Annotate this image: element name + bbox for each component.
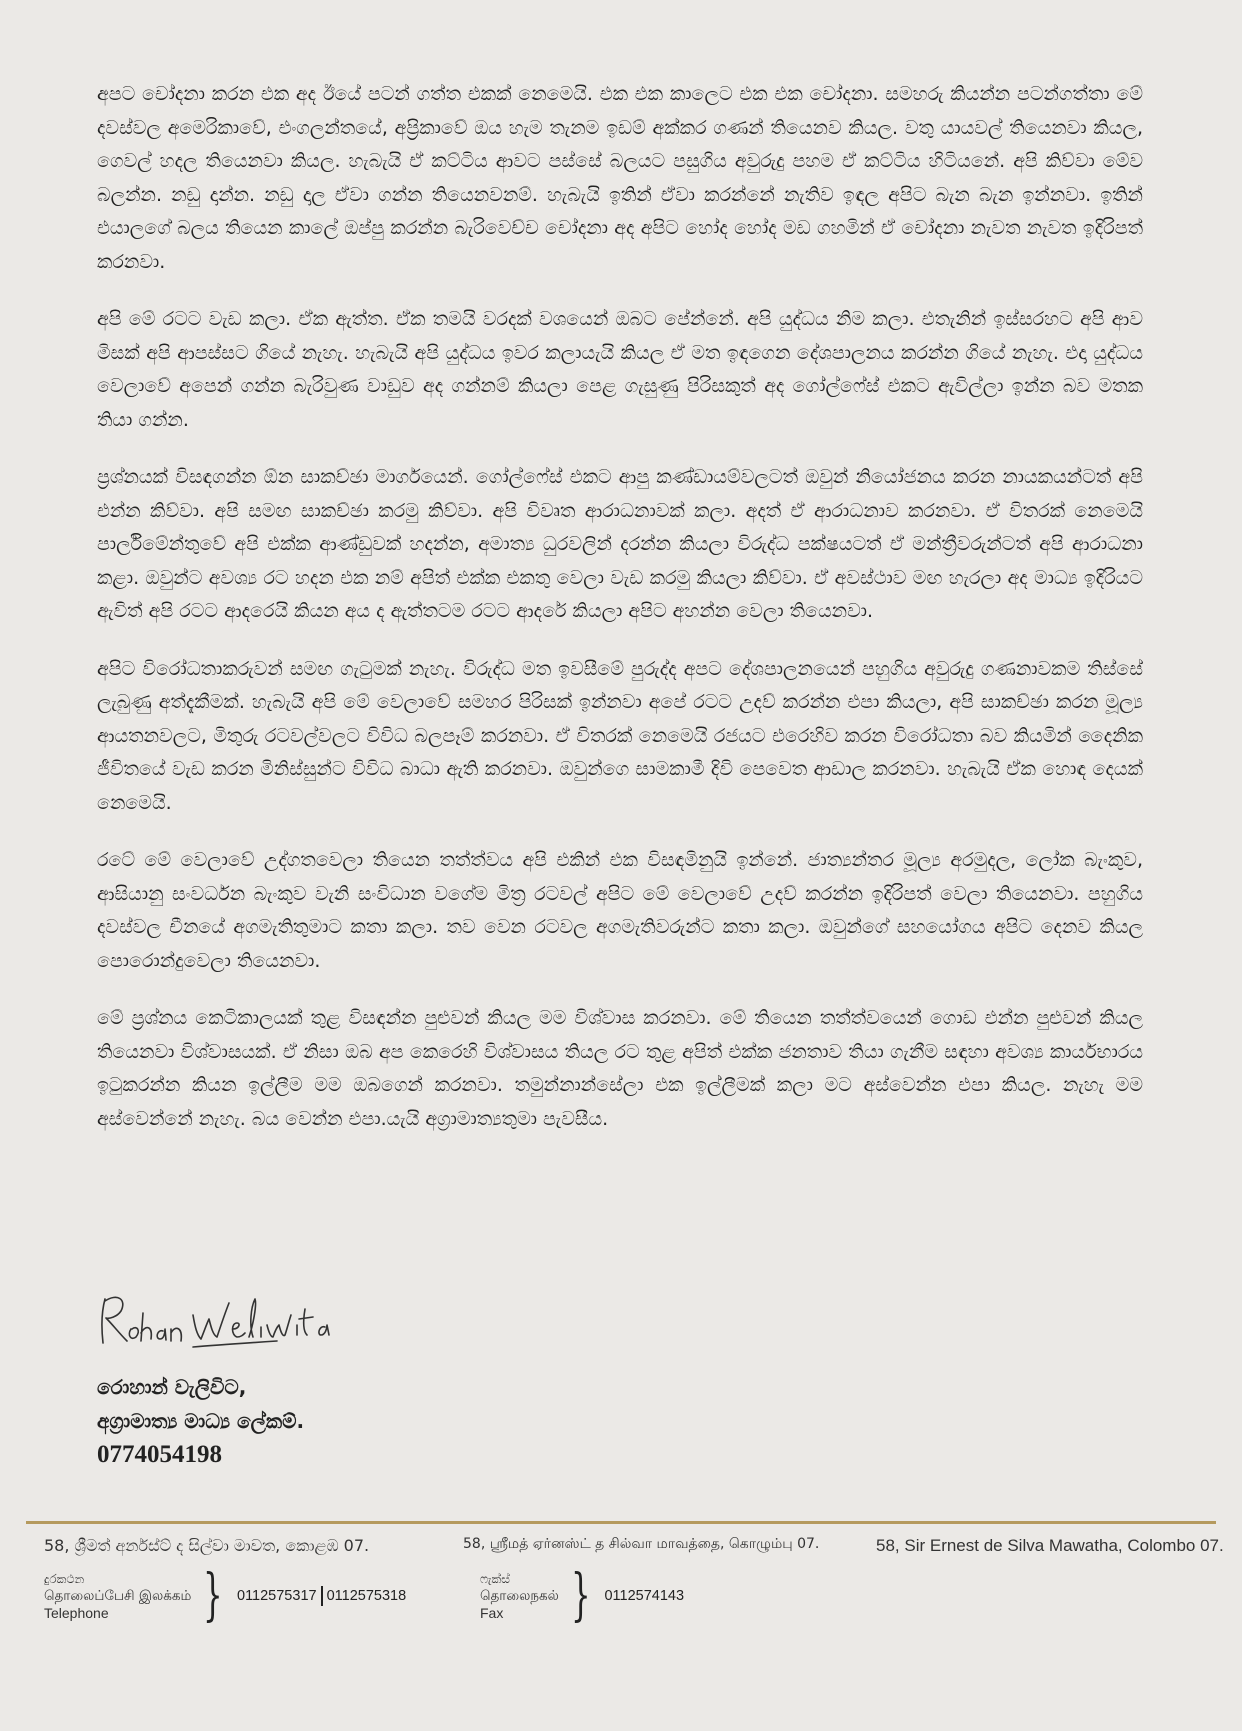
letterhead-footer bbox=[0, 1530, 1242, 1630]
paragraph: අපට චෝදනා කරන එක අද ඊයේ පටන් ගත්ත එකක් නෙමෙයි. එක එක කාලෙට එක එක චෝදනා. සමහරු කියන්න පටන්ගත්තා මේ දවස්වල අමෙරිකාවේ, එංගලන්තයේ, අප්‍රිකාවේ ඔය හැම තැනම ඉඩම් අක්කර ගණන් තියෙනව කියල. වතු යායවල් තියෙනවා කියල, ගෙවල් හදල තියෙනවා කියල. හැබැයි ඒ කට්ටිය ආවට පස්සේ බලයට පසුගිය අවුරුදු පහම ඒ කට්ටිය හිටියනේ. අපි කිව්වා මේව බලන්න. නඩු දාන්න. නඩු දාල ඒවා ගන්න තියෙනවනම්. හැබැයි ඉතින් ඒවා කරන්නේ නැතිව ඉඳල අපිට බැන බැන ඉන්නවා. ඉතින් එයාලගේ බලය තියෙන කාලේ ඔප්පු කරන්න බැරිවෙච්ච චෝදනා අද අපිට හෝද හෝද මඩ ගහමින් ඒ චෝදනා නැවත නැවත ඉදිරිපත් කරනවා. bbox=[97, 83, 1143, 273]
number-separator bbox=[321, 1586, 323, 1606]
fax-label-sinhala: ෆැක්ස් bbox=[480, 1571, 510, 1586]
paragraph: රටේ මේ වෙලාවේ උද්ගතවෙලා තියෙන තත්ත්වය අපි එකින් එක විසඳමිනුයි ඉන්නේ. ජාත්‍යන්තර මූල්‍ය අරමුදල, ලෝක බැංකුව, ආසියානු සංවර්ධන බැංකුව වැනි සංවිධාන වගේම මිත්‍ර රටවල් අපිට මේ වෙලාවේ උදව් කරන්න ඉදිරිපත් වෙලා තියෙනවා. පහුගිය දවස්වල චීනයේ අගමැතිතුමාට කතා කලා. තව වෙන රටවල අගමැතිවරුන්ට කතා කලා. ඔවුන්ගේ සහයෝගය අපිට දෙනව කියල පොරොන්දුවෙලා තියෙනවා. bbox=[97, 849, 1143, 972]
paragraph: ප්‍රශ්නයක් විසඳගන්න ඕන සාකච්ඡා මාර්ගයෙන්. ගෝල්ෆේස් එකට ආපු කණ්ඩායම්වලටත් ඔවුන් නියෝජනය කරන නායකයන්ටත් අපි එන්න කිව්වා. අපි සමඟ සාකච්ඡා කරමු කිව්වා. අපි විවෘත ආරාධනාවක් කලා. අදත් ඒ ආරාධනාව කරනවා. ඒ විතරක් නෙමෙයි පාර්ලිමේන්තුවේ අපි එක්ක ආණ්ඩුවක් හදන්න, අමාත්‍ය ධුරවලින් දරන්න කියලා විරුද්ධ පක්ෂයටත් ඒ මන්ත්‍රීවරුන්ටත් අපි ආරාධනා කළා. ඔවුන්ට අවශ්‍ය රට හදන එක නම් අපිත් එක්ක එකතු වෙලා වැඩ කරමු කියලා කිව්වා. ඒ අවස්ථාව මඟ හැරලා අද මාධ්‍ය ඉදිරියට ඇවිත් අපි රටට ආදරෙයි කියන අය ද ඇත්තටම රටට ආදරේ කියලා අපිට අහන්න වෙලා තියෙනවා. bbox=[97, 466, 1143, 622]
fax-contact bbox=[480, 1563, 685, 1628]
address-tamil: 58, ஸ்ரீமத் ஏர்னஸ்ட் த சில்வா மாவத்தை, கொழும்பு 07. bbox=[463, 1536, 820, 1552]
signatory-name: රොහාන් වැලිවිට, bbox=[97, 1375, 247, 1399]
telephone-number-1: 0112575317 bbox=[237, 1588, 317, 1604]
telephone-label-english: Telephone bbox=[44, 1604, 109, 1621]
signature-block bbox=[97, 1370, 304, 1472]
telephone-label-tamil: தொலைப்பேசி இலக்கம் bbox=[44, 1587, 192, 1604]
telephone-contact bbox=[44, 1563, 407, 1628]
fax-label-tamil: தொலைநகல் bbox=[480, 1587, 559, 1604]
handwritten-signature bbox=[97, 1285, 357, 1355]
telephone-number-2: 0112575318 bbox=[326, 1588, 407, 1604]
address-sinhala: 58, ශ්‍රීමත් අර්නස්ට් ද සිල්වා මාවත, කොළඹ 07. bbox=[44, 1536, 370, 1555]
brace-icon: } bbox=[203, 1563, 223, 1628]
fax-label-english: Fax bbox=[480, 1604, 504, 1621]
telephone-label-sinhala: දුරකථන bbox=[44, 1571, 85, 1586]
paragraph: මේ ප්‍රශ්නය කෙටිකාලයක් තුළ විසඳන්න පුළුවන් කියල මම විශ්වාස කරනවා. මේ තියෙන තත්ත්වයෙන් ගොඩ එන්න පුළුවන් කියල තියෙනවා විශ්වාසයක්. ඒ නිසා ඔබ අප කෙරෙහි විශ්වාසය තියල රට තුළ අපිත් එක්ක ජනතාව තියා ගැනීම සඳහා අවශ්‍ය කාර්යභාරය ඉටුකරන්න කියන ඉල්ලීම මම ඔබගෙන් කරනවා. තමුන්නාන්සේලා එක ඉල්ලීමක් කලා මට අස්වෙන්න එපා කියල. නැහැ මම අස්වෙන්නේ නැහැ. බය වෙන්න එපා.යැයි අග්‍රාමාත්‍යතුමා පැවසීය. bbox=[97, 1007, 1143, 1130]
signatory-title: අග්‍රාමාත්‍ය මාධ්‍ය ලේකම්. bbox=[97, 1409, 305, 1433]
fax-number: 0112574143 bbox=[604, 1588, 685, 1604]
signatory-phone: 0774054198 bbox=[97, 1441, 222, 1468]
address-english: 58, Sir Ernest de Silva Mawatha, Colombo 07. bbox=[876, 1536, 1224, 1555]
footer-divider bbox=[26, 1521, 1216, 1524]
brace-icon: } bbox=[570, 1563, 591, 1628]
letter-body bbox=[97, 78, 1143, 1160]
paragraph: අපි මේ රටට වැඩ කලා. ඒක ඇත්ත. ඒක තමයි වරදක් වශයෙන් ඔබට පේන්නේ. අපි යුද්ධය නිම කලා. එතැනින් ඉස්සරහට අපි ආව මිසක් අපි ආපස්සට ගියේ නැහැ. හැබැයි අපි යුද්ධය ඉවර කලායැයි කියල ඒ මත ඉඳගෙන දේශපාලනය කරන්න ගියේ නැහැ. එදා යුද්ධය වෙලාවේ අපෙන් ගන්න බැරිවුණ වාඩුව අද ගන්නම් කියලා පෙළ ගැසුණු පිරිසකුත් අද ගෝල්ෆේස් එකට ඇවිල්ලා ඉන්න බව මතක තියා ගන්න. bbox=[97, 308, 1143, 431]
paragraph: අපිට විරෝධතාකරුවන් සමඟ ගැටුමක් නැහැ. විරුද්ධ මත ඉවසීමේ පුරුද්ද අපට දේශපාලනයෙන් පහුගිය අවුරුදු ගණනාවකම තිස්සේ ලැබුණු අත්දැකීමක්. හැබැයි අපි මේ වෙලාවේ සමහර පිරිසක් ඉන්නවා අපේ රටට උදව් කරන්න එපා කියලා, අපි සාකච්ඡා කරන මූල්‍ය ආයතනවලට, මිතුරු රටවල්වලට විවිධ බලපෑම් කරනවා. ඒ විතරක් නෙමෙයි රජයට එරෙහිව කරන විරෝධතා බව කියමින් දෛනික ජීවිතයේ වැඩ කරන මිනිස්සුන්ට විවිධ බාධා ඇති කරනවා. ඔවුන්ගෙ සාමකාමී දිවි පෙවෙත ආඩාල කරනවා. හැබැයි ඒක හොඳ දෙයක් නෙමෙයි. bbox=[97, 657, 1143, 814]
